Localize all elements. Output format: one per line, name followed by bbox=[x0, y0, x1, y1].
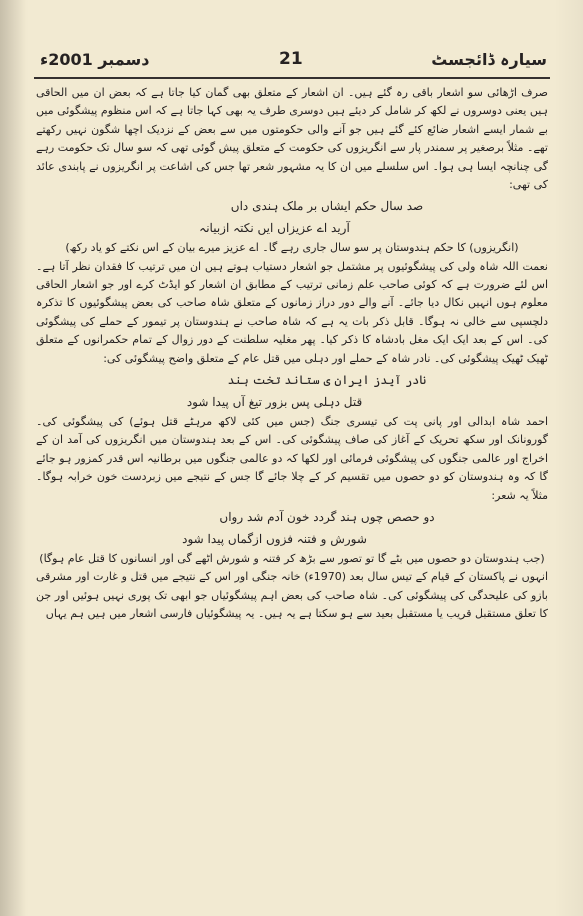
magazine-title: سیارہ ڈائجسٹ bbox=[431, 50, 547, 69]
paragraph-2: نعمت اللہ شاہ ولی کی پیشگوئیوں پر مشتمل جو اشعار دستیاب ہوتے ہیں ان میں ترتیب کا فقدان نظر آتا ہے۔ اس لئے ضرورت ہے کہ کوئی صاحب علم زمانی ترتیب کے مطابق ان اشعار کو ایڈٹ کرے اور جو اشعار الحاقی معلوم ہوں انہیں نکال دیا جائے۔ آنے والے دور دراز زمانوں کے متعلق شاہ صاحب کی بعض پیشگوئیوں کا تذکرہ دلچسپی سے خالی نہ ہوگا۔ قابل ذکر بات یہ ہے کہ شاہ صاحب نے ہندوستان پر تیمور کے حملے کی پیشگوئی کی۔ اس کے بعد ایک ایک مغل بادشاہ کا ذکر کیا۔ پھر مغلیہ سلطنت کے دور زوال کے تمام حکمرانوں کے متعلق ٹھیک ٹھیک پیشگوئی کی۔ نادر شاہ کے حملے اور دہلی میں قتل عام کے متعلق واضح پیشگوئی کی: bbox=[36, 259, 548, 365]
article-body bbox=[36, 84, 548, 908]
verse-3-line-2: شورش و فتنہ فزوں ازگماں پیدا شود bbox=[182, 532, 367, 547]
paragraph-1: صرف اڑھائی سو اشعار باقی رہ گئے ہیں۔ ان اشعار کے متعلق بھی گمان کیا جاتا ہے کہ بعض ان میں الحاقی ہیں یعنی دوسروں نے لکھ کر شامل کر دیئے ہیں دوسری طرف یہ بھی کہا جاتا ہے کہ اس منظوم پیشگوئی میں بے شمار ایسے اشعار ضائع کئے گئے ہیں جو آنے والی حکومتوں میں سے بعض کے نزدیک اچھا شگون نہیں رکھتے تھے۔ مثلاً برصغیر پر سمندر پار سے انگریزوں کی حکومت کے متعلق پیش گوئی تھی کہ سو سال تک حکومت رہے گی چنانچہ ایسا ہی ہوا۔ اس سلسلے میں ان کا یہ مشہور شعر تھا جس کی اشاعت پر انگریزوں نے پابندی عائد کی تھی: bbox=[36, 86, 548, 192]
verse-3-line-1: دو حصص چوں ہند گردد خون آدم شد رواں bbox=[219, 510, 435, 525]
page-header bbox=[0, 43, 583, 77]
paragraph-3: احمد شاہ ابدالی اور پانی پت کی تیسری جنگ (جس میں کئی لاکھ مرہٹے قتل ہوئے) کی پیشگوئی کی۔ گورونانک اور سکھ تحریک کے آغاز کی صاف پیشگوئی کی۔ اس کے بعد ہندوستان میں انگریزوں کی آمد ان کے اخراج اور عالمی جنگوں کی پیشگوئی فرمائی اور لکھا کہ دو عالمی جنگوں میں برطانیہ اس قدر کمزور ہو جائے گا کہ وہ ہندوستان کو دو حصوں میں تقسیم کر کے چلا جائے گا جس کے نتیجے میں زبردست خون خرابہ ہوگا۔ مثلاً یہ شعر: bbox=[36, 415, 548, 502]
verse-1-line-1: صد سال حکم ایشاں بر ملک ہندی داں bbox=[230, 199, 424, 214]
issue-date: دسمبر 2001ء bbox=[40, 50, 150, 69]
verse-1-translation: (انگریزوں) کا حکم ہندوستان پر سو سال جاری رہے گا۔ اے عزیز میرے بیان کے اس نکتے کو یاد رکھ) bbox=[65, 241, 519, 255]
verse-1-line-2: آرید اے عزیزاں ایں نکتہ ازبیانہ bbox=[199, 221, 350, 236]
header-divider bbox=[34, 77, 550, 79]
page-number: 21 bbox=[279, 49, 303, 69]
verse-2-line-2: قتل دہلی پس بزور تیغ آں پیدا شود bbox=[186, 395, 363, 410]
page-binding-shadow bbox=[0, 0, 26, 916]
paragraph-4: انہوں نے پاکستان کے قیام کے تیس سال بعد (1970ء) خانہ جنگی اور اس کے نتیجے میں قتل و غارت اور مشرقی بازو کی علیحدگی کی پیشگوئی کی۔ شاہ صاحب کی بعض اہم پیشگوئیاں جو ابھی تک پوری نہیں ہوئیں اور جن کا تعلق مستقبل قریب یا مستقبل بعید سے ہو سکتا ہے یہ ہیں۔ یہ پیشگوئیاں فارسی اشعار میں ہیں ہم یہاں bbox=[36, 570, 548, 621]
verse-3-translation: (جب ہندوستان دو حصوں میں بٹے گا تو تصور سے بڑھ کر فتنہ و شورش اٹھے گی اور انسانوں کا قتل عام ہوگا) bbox=[39, 552, 545, 566]
verse-2-line-1: نادر آیدز ایران ی ستاند تخت ہند bbox=[227, 373, 427, 388]
